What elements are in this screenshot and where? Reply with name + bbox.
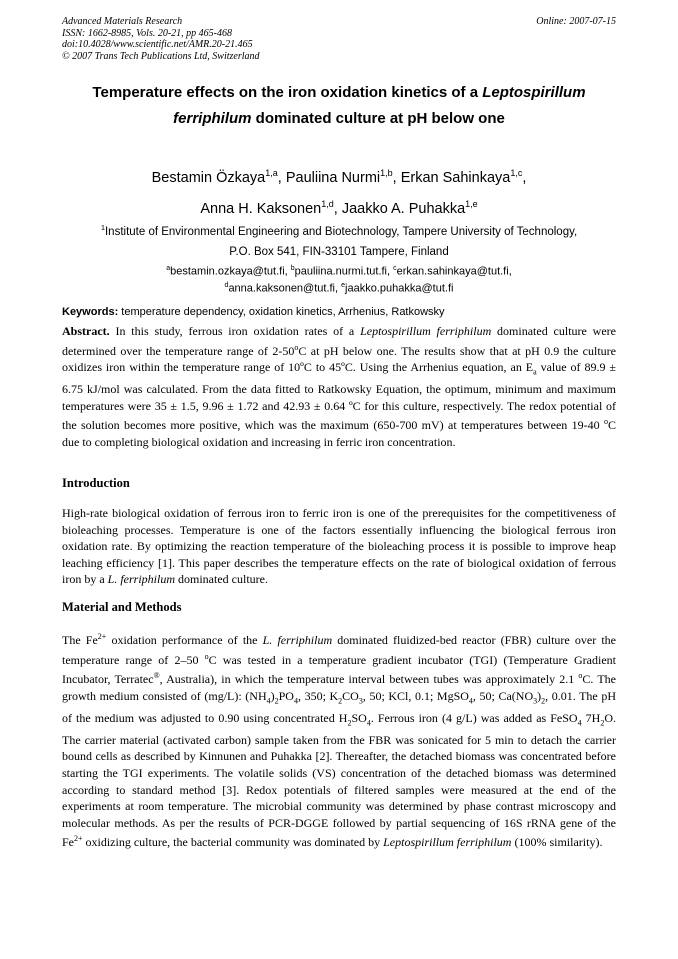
author-affil-mark: 1,e: [465, 198, 478, 209]
online-date: Online: 2007-07-15: [536, 16, 616, 27]
issn: ISSN: 1662-8985, Vols. 20-21, pp 465-468: [62, 27, 232, 39]
introduction-text: [62, 505, 616, 588]
superscript: 2+: [74, 834, 83, 844]
methods-text-run: SO: [351, 710, 367, 725]
intro-text: dominated culture.: [175, 572, 268, 587]
author-name: Jaakko A. Puhakka: [341, 200, 466, 217]
author-name: Erkan Sahinkaya: [400, 169, 511, 186]
methods-text-run: , 50; Ca(NO: [472, 688, 534, 703]
author-name: Bestamin Özkaya: [151, 169, 266, 186]
keywords-label: Keywords:: [62, 306, 119, 318]
methods-text-run: C. The growth medium consisted of (mg/L): (NH: [62, 672, 616, 703]
subscript: 3: [358, 696, 363, 706]
section-heading-methods: Material and Methods: [62, 600, 182, 614]
journal-name: Advanced Materials Research: [62, 16, 183, 27]
intro-text: High-rate biological oxidation of ferrous iron to ferric iron is one of the prerequisites for the competitiveness of bioleaching processes. Temperature is one of the factors essentially influencing the biological ferrous iron oxidation rate. By optimizing the reaction temperature of the bioleaching process it is possible to improve heap leaching efficiency [1]. This paper describes the temperature effects on the rate of biological oxidation of ferrous iron by a: [62, 506, 616, 587]
degree-mark: o: [578, 671, 583, 681]
copyright: © 2007 Trans Tech Publications Ltd, Switzerland: [62, 50, 260, 62]
keywords-text: temperature dependency, oxidation kinetics, Arrhenius, Ratkowsky: [118, 306, 445, 318]
abstract-text: value of 89.9 ± 6.75 kJ/mol was calculated. From the data fitted to Ratkowsky Equation, the optimum, minimum and maximum temperatures were 35 ± 1.5, 9.96 ± 1.72 and 42.93 ± 0.64 ºC for this culture, respectively. The redox potential of the solution becomes more positive, which was the maximum (650-700 mV) at temperatures between 19-40: [62, 360, 616, 433]
methods-text-run: 7H: [581, 710, 601, 725]
species-name: L. ferriphilum: [107, 572, 175, 587]
species-name: Leptospirillum ferriphilum: [360, 324, 492, 338]
species-name: Leptospirillum ferriphilum: [383, 835, 512, 850]
author-list: Bestamin Özkaya$^{1,a}$, Pauliina Nurmi$^{1,b}$, Erkan Sahinkaya$^{1,c}$, Anna H. Kaksonen$^{1,d}$, Jaakko A. Puhakka$^{1,e}$: [151, 168, 527, 217]
methods-text-run: ): [537, 688, 542, 703]
email-link[interactable]: anna.kaksonen@tut.fi: [228, 282, 336, 295]
methods-text-run: oxidation performance of the: [106, 633, 263, 647]
author-name: Anna H. Kaksonen: [200, 200, 322, 217]
registered-mark: ®: [153, 671, 160, 681]
abstract-text: In this study, ferrous iron oxidation rates of a: [109, 324, 361, 338]
subscript: 2: [600, 718, 605, 728]
methods-text-run: O. The carrier material (activated carbon) sample taken from the FBR was sonicated for 5 min to detach the carrier bound cells as described by Kinnunen and Puhakka [2]. Thereafter, the detached biomass was concentrated before starting the TGI experiments. The volatile solids (VS) concentration of the detached biomass was determined according to standard method [3]. Redox potentials of filtered samples were measured at the end of the experiments at room temperature. The microbial community was determined by phase contrast microscopy and molecular methods. As per the results of PCR-DGGE followed by partial sequencing of 16S rRNA gene of the Fe: [62, 710, 616, 850]
section-heading-introduction: Introduction: [62, 476, 130, 490]
degree-mark: o: [204, 651, 209, 661]
affiliation: [62, 218, 616, 262]
methods-text-run: C was tested in a temperature gradient incubator (TGI) (Temperature Gradient Incubator, Terratec: [62, 652, 616, 687]
abstract-text: C at pH below one. The results show that at pH 0.9 the culture oxidizes iron within the temperature range of 10ºC to 45ºC. Using the Arrhenius equation, an E: [62, 343, 616, 375]
methods-text-run: PO: [278, 688, 294, 703]
methods-text: [62, 629, 616, 851]
author-affil-mark: 1,a: [265, 168, 278, 178]
subscript: 2: [541, 696, 546, 706]
abstract-text: C due to completing biological oxidation and increasing in ferric iron concentration.: [62, 418, 616, 449]
title-species-genus: Leptospirillum: [482, 84, 586, 101]
methods-text-run: ): [270, 688, 275, 703]
title-part-2: dominated culture at pH below one: [251, 110, 505, 127]
subscript: 4: [577, 718, 582, 728]
author-affil-mark: 1,b: [380, 168, 393, 178]
email-link[interactable]: jaakko.puhakka@tut.fi: [345, 282, 454, 295]
subscript: a: [533, 367, 537, 377]
methods-text-run: The Fe: [62, 633, 98, 647]
superscript: 2+: [97, 632, 107, 641]
subscript: 2: [338, 696, 343, 706]
journal-header: [62, 16, 616, 62]
methods-text-run: dominated fluidized-bed reactor (FBR) culture over the temperature range of 2–50: [62, 633, 616, 667]
email-link[interactable]: pauliina.nurmi.tut.fi: [294, 265, 387, 278]
abstract-label: Abstract.: [62, 324, 110, 338]
species-name: L. ferriphilum: [262, 633, 333, 647]
subscript: 3: [533, 696, 538, 706]
methods-text-run: , 50; KCl, 0.1; MgSO: [362, 688, 469, 703]
methods-text-run: oxidizing culture, the bacterial community was dominated by: [82, 835, 384, 850]
email-link[interactable]: bestamin.ozkaya@tut.fi: [170, 265, 285, 278]
abstract: [62, 323, 616, 451]
methods-text-run: , Australia), in which the temperature interval between tubes was approximately 2.1: [159, 672, 579, 687]
subscript: 2: [347, 718, 352, 728]
subscript: 4: [266, 696, 271, 706]
methods-text-run: CO: [342, 688, 359, 703]
author-affil-mark: 1,d: [321, 198, 334, 209]
methods-text-run: , 0.01. The pH of the medium was adjusted to 0.90 using concentrated H: [62, 688, 617, 725]
methods-text-run: , 350; K: [297, 688, 339, 703]
doi: doi:10.4028/www.scientific.net/AMR.20-21.465: [62, 39, 253, 51]
abstract-text: dominated culture were determined over the temperature range of 2-50: [62, 324, 616, 358]
title-part-1: Temperature effects on the iron oxidation kinetics of a: [92, 84, 483, 101]
title-species-epithet: ferriphilum: [173, 110, 252, 127]
affil-line-1: Institute of Environmental Engineering and Biotechnology, Tampere University of Technology,: [104, 225, 578, 238]
author-affil-mark: 1,c: [510, 168, 523, 178]
paper-title: [62, 80, 616, 132]
keywords: [62, 305, 616, 319]
subscript: 4: [293, 696, 298, 706]
email-link[interactable]: erkan.sahinkaya@tut.fi: [396, 265, 509, 278]
affil-mark: 1: [100, 223, 105, 232]
author-name: Pauliina Nurmi: [285, 169, 381, 186]
methods-text-run: . Ferrous iron (4 g/L) was added as FeSO: [370, 710, 578, 725]
subscript: 2: [274, 696, 279, 706]
degree-mark: o: [294, 342, 299, 352]
affil-line-2: P.O. Box 541, FIN-33101 Tampere, Finland: [229, 245, 449, 258]
degree-mark: o: [603, 417, 608, 427]
subscript: 4: [366, 718, 371, 728]
subscript: 4: [468, 696, 473, 706]
author-emails: $^a$bestamin.ozkaya@tut.fi, $^b$pauliina.nurmi.tut.fi, $^c$erkan.sahinkaya@tut.fi, $^d$anna.kaksonen@tut.fi, $^e$jaakko.puhakka@tut.fi: [166, 265, 512, 295]
methods-text-run: (100% similarity).: [511, 835, 603, 850]
